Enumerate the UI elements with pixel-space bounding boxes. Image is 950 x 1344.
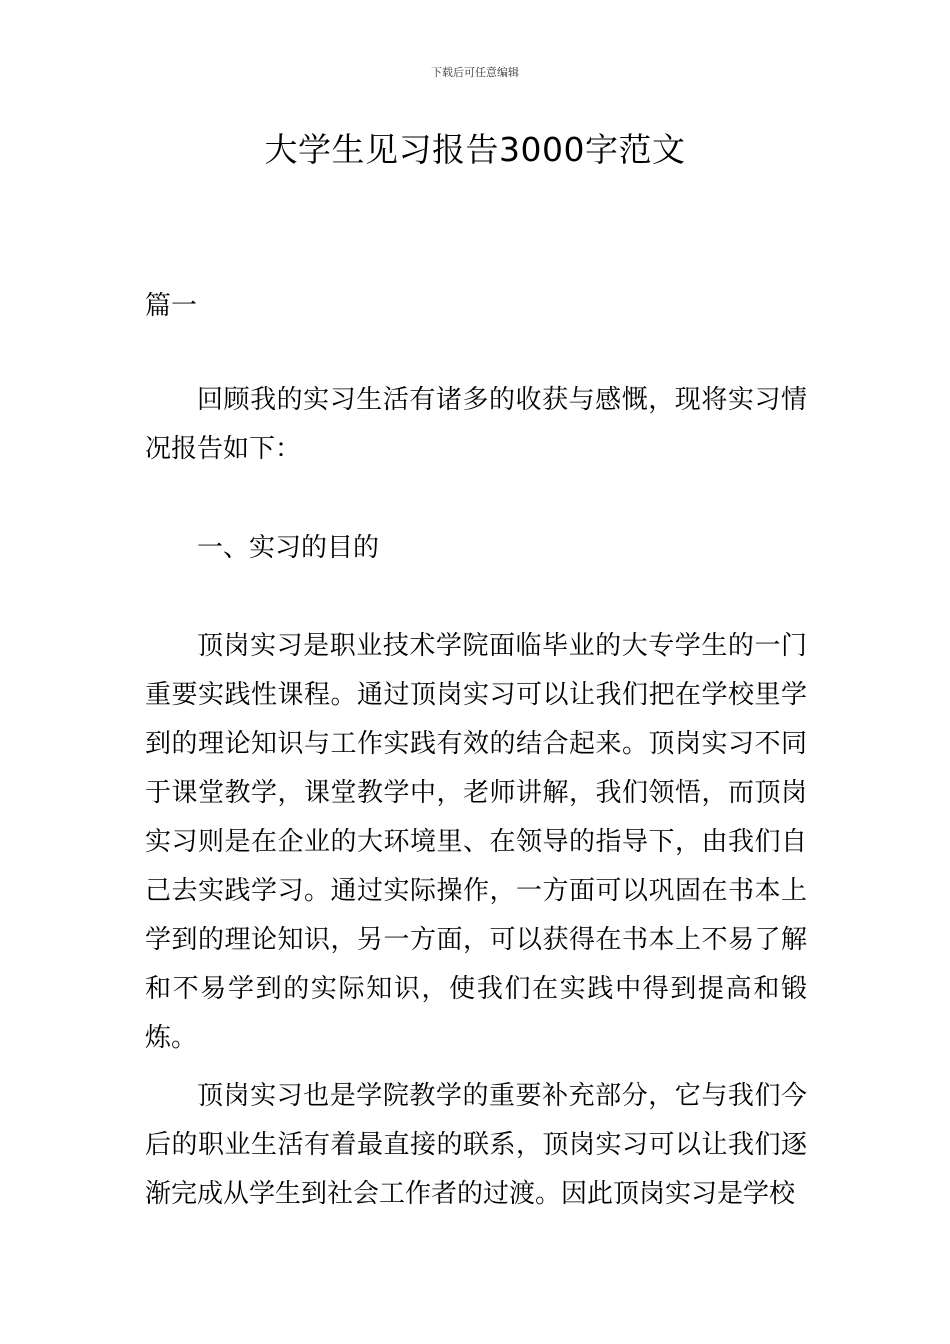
section-heading: 一、实习的目的 bbox=[197, 533, 380, 563]
section-label: 篇一 bbox=[145, 291, 198, 321]
header-note: 下载后可任意编辑 bbox=[431, 66, 519, 79]
document-title: 大学生见习报告3000字范文 bbox=[264, 130, 686, 169]
intro-paragraph: 回顾我的实习生活有诸多的收获与感慨，现将实习情况报告如下： bbox=[145, 385, 807, 464]
body-paragraph-1: 顶岗实习是职业技术学院面临毕业的大专学生的一门重要实践性课程。通过顶岗实习可以让我们把在学校里学到的理论知识与工作实践有效的结合起来。顶岗实习不同于课堂教学，课堂教学中，老师讲解，我们领悟，而顶岗实习则是在企业的大环境里、在领导的指导下，由我们自己去实践学习。通过实际操作，一方面可以巩固在书本上学到的理论知识，另一方面，可以获得在书本上不易了解和不易学到的实际知识，使我们在实践中得到提高和锻炼。 bbox=[145, 631, 807, 1053]
body-paragraph-2: 顶岗实习也是学院教学的重要补充部分，它与我们今后的职业生活有着最直接的联系，顶岗实习可以让我们逐渐完成从学生到社会工作者的过渡。因此顶岗实习是学校 bbox=[145, 1081, 807, 1209]
